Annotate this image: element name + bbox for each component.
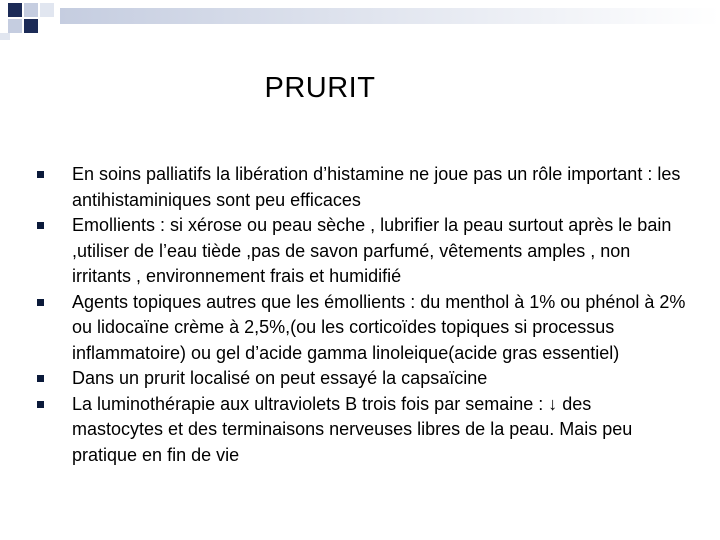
bullet-list — [36, 162, 686, 468]
square-bullet-icon — [37, 222, 44, 229]
bullet-text: En soins palliatifs la libération d’histamine ne joue pas un rôle important : les antihistaminiques sont peu efficaces — [72, 164, 681, 210]
deco-square-2 — [24, 3, 38, 17]
header-band — [60, 8, 720, 24]
deco-square-6 — [0, 33, 10, 40]
deco-square-4 — [8, 19, 22, 33]
bullet-text: La luminothérapie aux ultraviolets B trois fois par semaine : ↓ des mastocytes et des terminaisons nerveuses libres de la peau. Mais peu pratique en fin de vie — [72, 393, 633, 465]
bullet-text: Dans un prurit localisé on peut essayé la capsaïcine — [72, 368, 488, 388]
bullet-text: Emollients : si xérose ou peau sèche , lubrifier la peau surtout après le bain ,utiliser de l’eau tiède ,pas de savon parfumé, vêtements amples , non irritants , environnement frais et humidifié — [72, 215, 672, 286]
square-bullet-icon — [37, 299, 44, 306]
list-item — [36, 366, 686, 392]
slide-title: PRURIT — [264, 72, 376, 104]
list-item — [36, 162, 686, 213]
bullet-text: Agents topiques autres que les émollients : du menthol à 1% ou phénol à 2% ou lidocaïne crème à 2,5%,(ou les corticoïdes topiques si processus inflammatoire) ou gel d’acide gamma linoleique(acide gras essentiel) — [72, 291, 686, 363]
list-item — [36, 290, 686, 367]
square-bullet-icon — [37, 401, 44, 408]
square-bullet-icon — [37, 171, 44, 178]
square-bullet-icon — [37, 375, 44, 382]
deco-square-1 — [8, 3, 22, 17]
list-item — [36, 213, 686, 290]
deco-square-5 — [24, 19, 38, 33]
list-item — [36, 392, 686, 469]
deco-square-3 — [40, 3, 54, 17]
header-decoration — [0, 0, 720, 40]
